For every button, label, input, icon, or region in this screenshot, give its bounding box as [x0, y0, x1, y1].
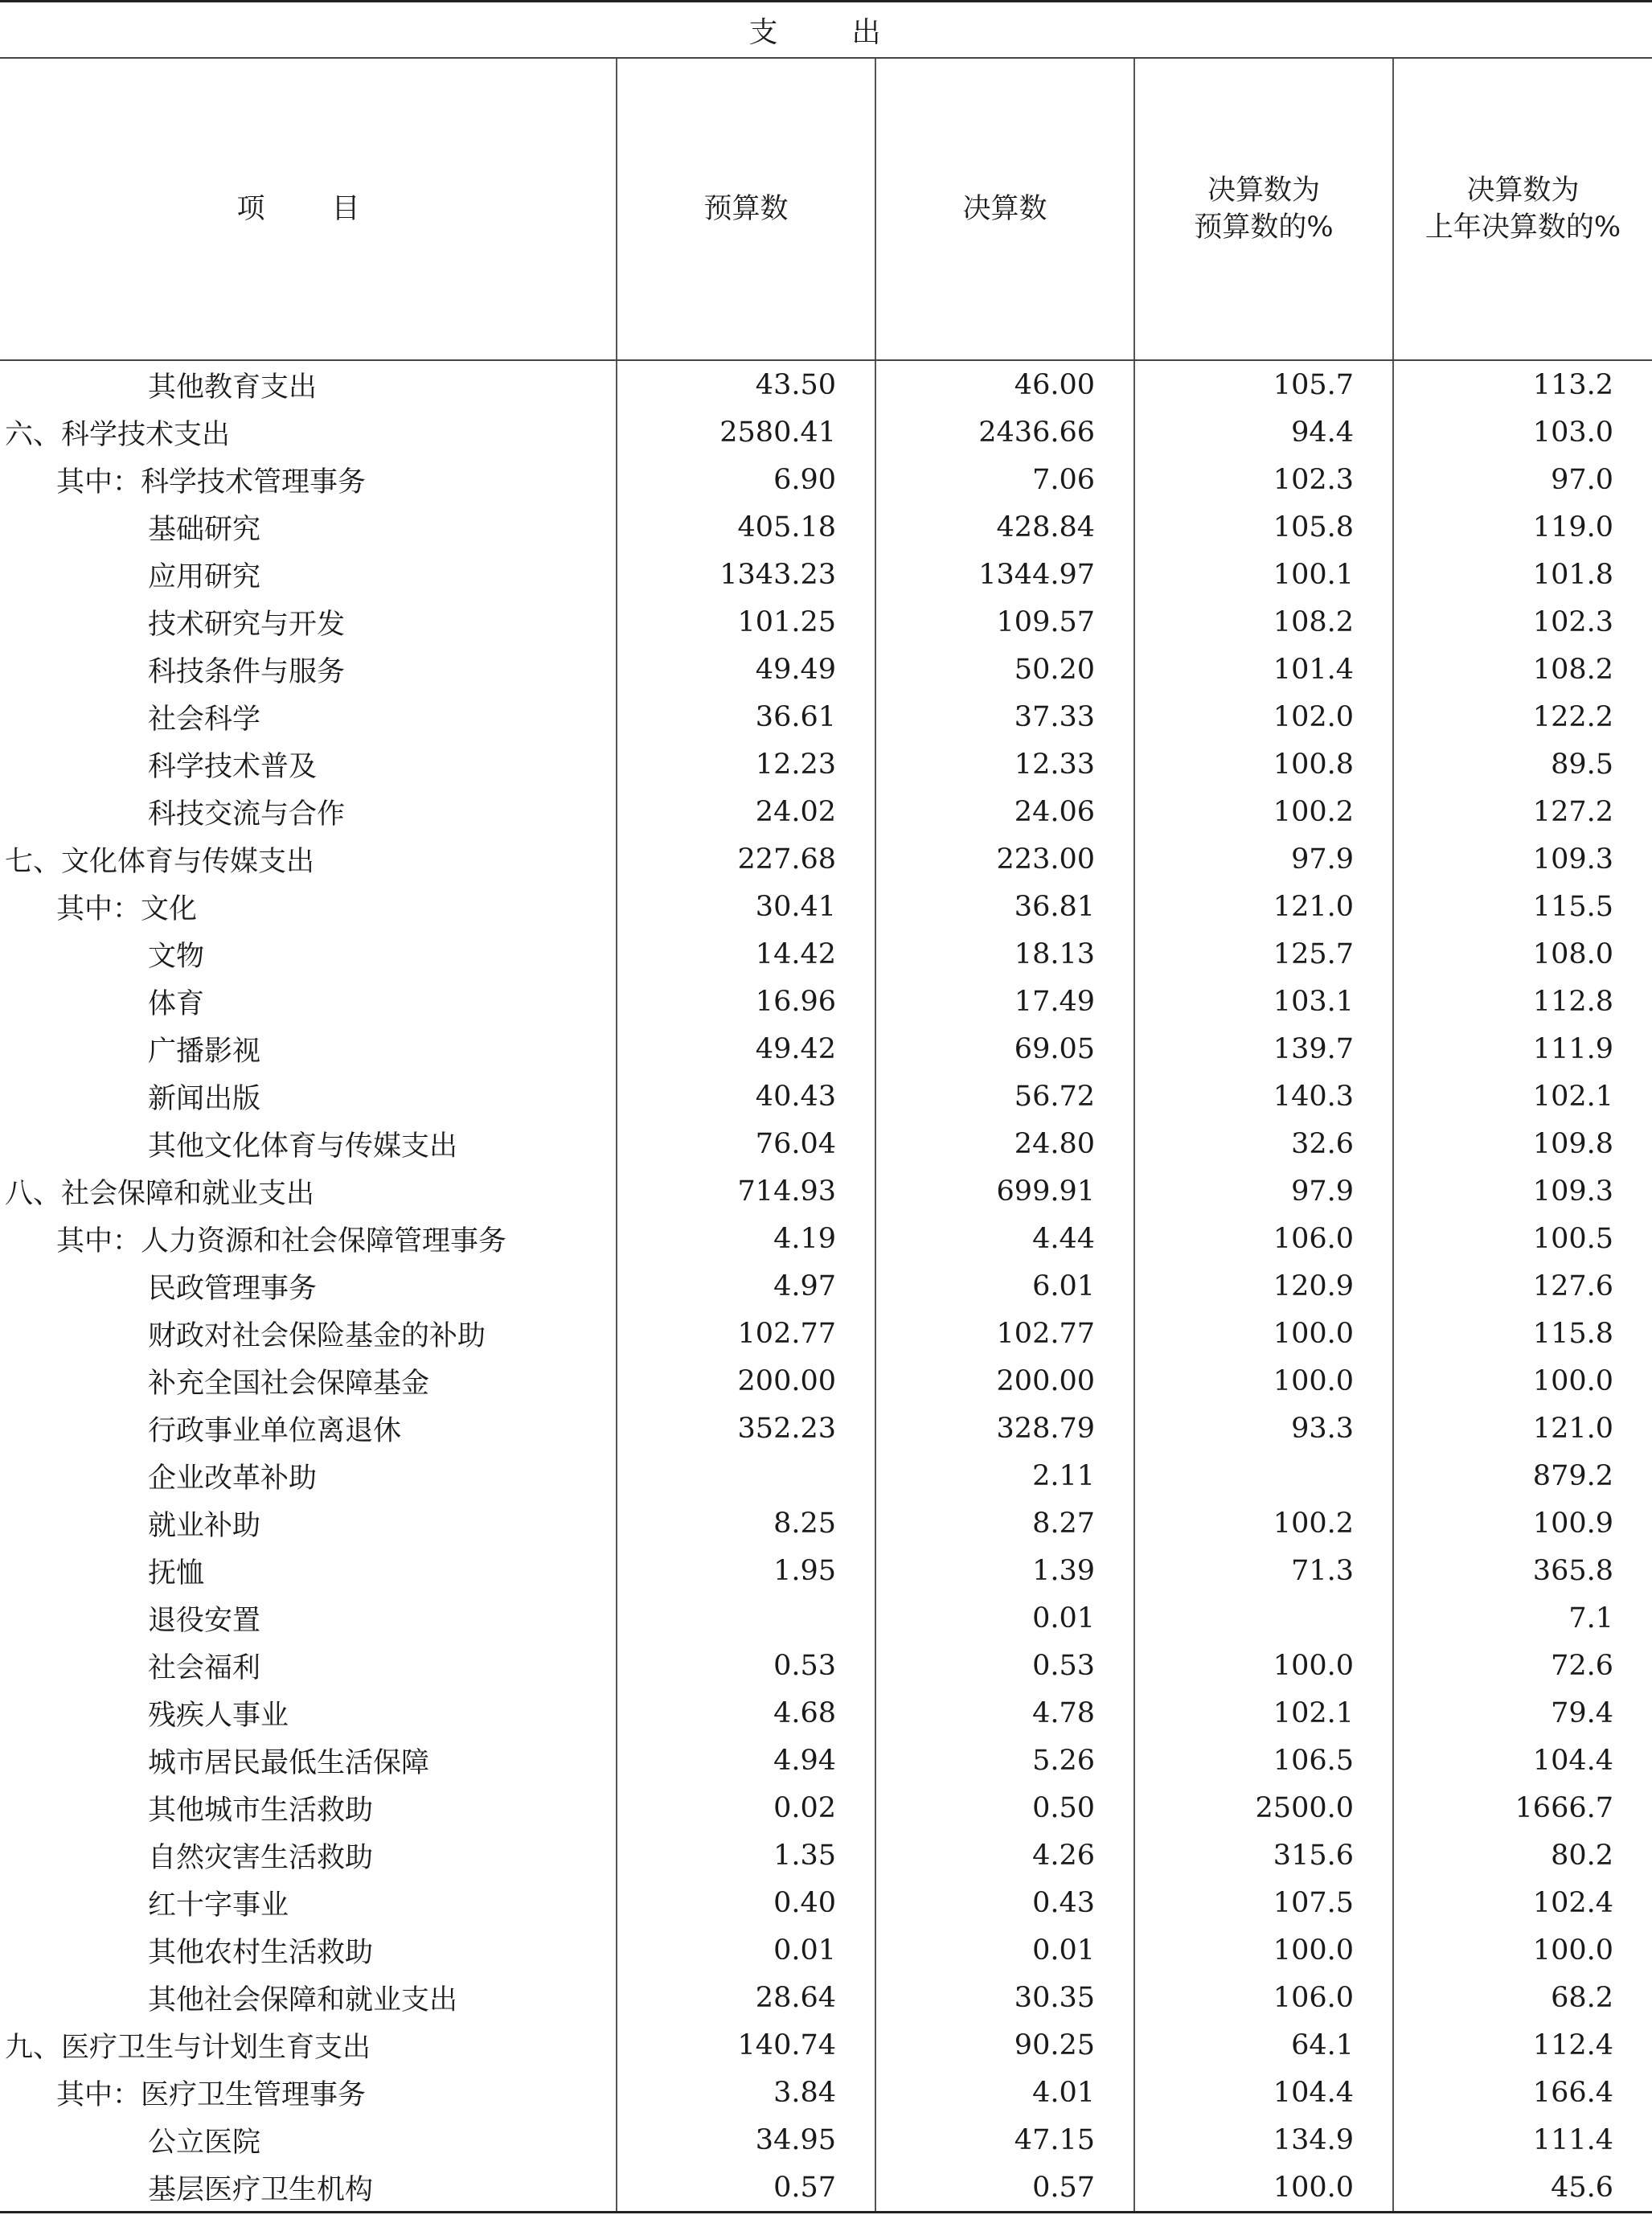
table-row [0, 360, 1652, 408]
row-label: 新闻出版 [148, 1082, 261, 1115]
pct-prev-value: 109.8 [1393, 1120, 1652, 1167]
budget-value: 352.23 [617, 1405, 875, 1452]
pct-budget-value: 100.0 [1134, 1642, 1393, 1689]
table-row [0, 1120, 1652, 1167]
actual-value: 0.01 [875, 1926, 1134, 1974]
actual-value: 24.06 [875, 788, 1134, 835]
pct-prev-value: 122.2 [1393, 693, 1652, 740]
pct-prev-value: 112.8 [1393, 978, 1652, 1025]
row-label: 基层医疗卫生机构 [148, 2173, 374, 2206]
actual-value: 56.72 [875, 1073, 1134, 1120]
pct-budget-value: 134.9 [1134, 2116, 1393, 2164]
table-row [0, 1737, 1652, 1784]
budget-value: 4.94 [617, 1737, 875, 1784]
actual-value: 0.01 [875, 1594, 1134, 1642]
actual-value: 699.91 [875, 1167, 1134, 1215]
budget-value: 0.40 [617, 1879, 875, 1926]
budget-value: 1343.23 [617, 551, 875, 598]
pct-prev-value: 68.2 [1393, 1974, 1652, 2021]
pct-budget-value: 64.1 [1134, 2021, 1393, 2069]
row-label: 补充全国社会保障基金 [148, 1367, 430, 1400]
pct-prev-value: 127.2 [1393, 788, 1652, 835]
table-row [0, 2116, 1652, 2164]
table-row [0, 646, 1652, 693]
section-title: 支 出 [0, 2, 1652, 58]
row-label: 城市居民最低生活保障 [148, 1746, 430, 1779]
row-label: 科学技术普及 [148, 750, 318, 783]
budget-value: 140.74 [617, 2021, 875, 2069]
pct-prev-value: 102.3 [1393, 598, 1652, 646]
row-label: 体育 [148, 987, 205, 1020]
budget-value: 76.04 [617, 1120, 875, 1167]
pct-budget-value: 2500.0 [1134, 1784, 1393, 1831]
pct-prev-value: 89.5 [1393, 740, 1652, 788]
budget-value: 36.61 [617, 693, 875, 740]
table-row [0, 1499, 1652, 1547]
actual-value: 37.33 [875, 693, 1134, 740]
pct-prev-value: 100.0 [1393, 1357, 1652, 1405]
actual-value: 200.00 [875, 1357, 1134, 1405]
budget-value: 0.02 [617, 1784, 875, 1831]
row-label: 九、医疗卫生与计划生育支出 [5, 2031, 371, 2064]
budget-value: 1.95 [617, 1547, 875, 1594]
table-row [0, 1310, 1652, 1357]
table-row [0, 598, 1652, 646]
table-row [0, 456, 1652, 503]
row-label: 其他城市生活救助 [148, 1794, 374, 1827]
budget-value: 102.77 [617, 1310, 875, 1357]
budget-value: 14.42 [617, 930, 875, 978]
budget-value: 405.18 [617, 503, 875, 551]
budget-value: 101.25 [617, 598, 875, 646]
budget-value: 24.02 [617, 788, 875, 835]
table-row [0, 978, 1652, 1025]
header-pct-prev-line1: 决算数为 [1466, 174, 1580, 207]
pct-budget-value [1134, 1452, 1393, 1499]
pct-prev-value: 109.3 [1393, 835, 1652, 883]
budget-value: 40.43 [617, 1073, 875, 1120]
header-pct-budget-line2: 预算数的% [1194, 211, 1334, 244]
pct-budget-value: 93.3 [1134, 1405, 1393, 1452]
table-row [0, 2164, 1652, 2211]
pct-budget-value: 104.4 [1134, 2069, 1393, 2116]
pct-budget-value: 315.6 [1134, 1831, 1393, 1879]
actual-value: 428.84 [875, 503, 1134, 551]
budget-value: 1.35 [617, 1831, 875, 1879]
pct-budget-value: 105.7 [1134, 360, 1393, 408]
actual-value: 1344.97 [875, 551, 1134, 598]
actual-value: 2436.66 [875, 408, 1134, 456]
pct-prev-value: 102.1 [1393, 1073, 1652, 1120]
header-pct-prev-line2: 上年决算数的% [1424, 211, 1621, 244]
row-label: 其他社会保障和就业支出 [148, 1983, 458, 2016]
actual-value: 0.50 [875, 1784, 1134, 1831]
budget-value: 4.97 [617, 1262, 875, 1310]
table-row [0, 1357, 1652, 1405]
row-label: 社会科学 [148, 703, 261, 736]
actual-value: 4.26 [875, 1831, 1134, 1879]
row-label: 其他教育支出 [148, 371, 318, 404]
row-label: 应用研究 [148, 560, 261, 593]
table-row [0, 1073, 1652, 1120]
pct-budget-value: 106.5 [1134, 1737, 1393, 1784]
budget-value: 49.49 [617, 646, 875, 693]
table-row [0, 503, 1652, 551]
actual-value: 328.79 [875, 1405, 1134, 1452]
actual-value: 17.49 [875, 978, 1134, 1025]
table-row [0, 930, 1652, 978]
row-label: 科技交流与合作 [148, 798, 346, 831]
budget-value: 12.23 [617, 740, 875, 788]
table-row [0, 1025, 1652, 1073]
pct-budget-value: 100.1 [1134, 551, 1393, 598]
table-row [0, 408, 1652, 456]
budget-value: 0.57 [617, 2164, 875, 2211]
budget-value: 8.25 [617, 1499, 875, 1547]
actual-value: 0.57 [875, 2164, 1134, 2211]
budget-value: 49.42 [617, 1025, 875, 1073]
pct-prev-value: 879.2 [1393, 1452, 1652, 1499]
row-label: 就业补助 [148, 1509, 261, 1542]
actual-value: 2.11 [875, 1452, 1134, 1499]
pct-prev-value: 101.8 [1393, 551, 1652, 598]
pct-budget-value: 94.4 [1134, 408, 1393, 456]
pct-prev-value: 79.4 [1393, 1689, 1652, 1737]
budget-value: 34.95 [617, 2116, 875, 2164]
pct-prev-value: 108.0 [1393, 930, 1652, 978]
pct-budget-value: 106.0 [1134, 1215, 1393, 1262]
row-label: 公立医院 [148, 2126, 261, 2159]
pct-prev-value: 365.8 [1393, 1547, 1652, 1594]
pct-prev-value: 80.2 [1393, 1831, 1652, 1879]
row-label: 七、文化体育与传媒支出 [5, 845, 315, 878]
actual-value: 7.06 [875, 456, 1134, 503]
actual-value: 18.13 [875, 930, 1134, 978]
header-pct-budget-line1: 决算数为 [1207, 174, 1320, 207]
table-row [0, 1879, 1652, 1926]
row-label: 红十字事业 [148, 1889, 289, 1922]
row-label: 行政事业单位离退休 [148, 1414, 402, 1447]
header-pct-prev [1393, 58, 1652, 360]
pct-budget-value: 100.0 [1134, 1926, 1393, 1974]
table-row [0, 2069, 1652, 2116]
row-label: 退役安置 [148, 1604, 261, 1637]
row-label: 其他文化体育与传媒支出 [148, 1130, 458, 1163]
pct-prev-value: 7.1 [1393, 1594, 1652, 1642]
pct-budget-value: 125.7 [1134, 930, 1393, 978]
budget-value: 0.53 [617, 1642, 875, 1689]
pct-prev-value: 100.0 [1393, 1926, 1652, 1974]
pct-budget-value: 100.0 [1134, 1357, 1393, 1405]
row-label: 其中：人力资源和社会保障管理事务 [56, 1224, 507, 1257]
actual-value: 4.78 [875, 1689, 1134, 1737]
actual-value: 47.15 [875, 2116, 1134, 2164]
actual-value: 6.01 [875, 1262, 1134, 1310]
pct-budget-value: 102.1 [1134, 1689, 1393, 1737]
pct-budget-value: 139.7 [1134, 1025, 1393, 1073]
actual-value: 223.00 [875, 835, 1134, 883]
pct-prev-value: 109.3 [1393, 1167, 1652, 1215]
row-label: 科技条件与服务 [148, 655, 346, 688]
budget-value: 2580.41 [617, 408, 875, 456]
pct-prev-value: 108.2 [1393, 646, 1652, 693]
budget-value: 4.19 [617, 1215, 875, 1262]
pct-budget-value: 100.0 [1134, 2164, 1393, 2211]
table-row [0, 1547, 1652, 1594]
pct-budget-value: 71.3 [1134, 1547, 1393, 1594]
table-row [0, 883, 1652, 930]
table-row [0, 1831, 1652, 1879]
pct-budget-value: 101.4 [1134, 646, 1393, 693]
pct-prev-value: 121.0 [1393, 1405, 1652, 1452]
table-row [0, 1926, 1652, 1974]
actual-value: 8.27 [875, 1499, 1134, 1547]
row-label: 其中：医疗卫生管理事务 [56, 2078, 367, 2111]
table-row [0, 551, 1652, 598]
row-label: 其中：科学技术管理事务 [56, 466, 367, 498]
pct-budget-value: 102.0 [1134, 693, 1393, 740]
table-row [0, 1594, 1652, 1642]
table-row [0, 1642, 1652, 1689]
budget-value: 16.96 [617, 978, 875, 1025]
pct-prev-value: 103.0 [1393, 408, 1652, 456]
header-budget: 预算数 [617, 58, 875, 360]
budget-value: 43.50 [617, 360, 875, 408]
actual-value: 102.77 [875, 1310, 1134, 1357]
row-label: 六、科学技术支出 [5, 418, 231, 451]
budget-value [617, 1594, 875, 1642]
budget-value: 227.68 [617, 835, 875, 883]
table-row [0, 693, 1652, 740]
pct-prev-value: 115.8 [1393, 1310, 1652, 1357]
budget-value: 200.00 [617, 1357, 875, 1405]
table-row [0, 740, 1652, 788]
table-row [0, 788, 1652, 835]
actual-value: 5.26 [875, 1737, 1134, 1784]
row-label: 民政管理事务 [148, 1272, 318, 1305]
pct-prev-value: 111.4 [1393, 2116, 1652, 2164]
pct-budget-value: 100.8 [1134, 740, 1393, 788]
budget-value [617, 1452, 875, 1499]
row-label: 其他农村生活救助 [148, 1936, 374, 1969]
pct-budget-value: 100.2 [1134, 788, 1393, 835]
pct-budget-value: 140.3 [1134, 1073, 1393, 1120]
pct-budget-value: 106.0 [1134, 1974, 1393, 2021]
actual-value: 4.01 [875, 2069, 1134, 2116]
header-pct-budget [1134, 58, 1393, 360]
table-row [0, 2021, 1652, 2069]
pct-budget-value: 97.9 [1134, 835, 1393, 883]
actual-value: 12.33 [875, 740, 1134, 788]
pct-prev-value: 111.9 [1393, 1025, 1652, 1073]
header-actual: 决算数 [875, 58, 1134, 360]
actual-value: 50.20 [875, 646, 1134, 693]
budget-value: 4.68 [617, 1689, 875, 1737]
pct-budget-value: 108.2 [1134, 598, 1393, 646]
actual-value: 46.00 [875, 360, 1134, 408]
pct-prev-value: 104.4 [1393, 1737, 1652, 1784]
budget-value: 30.41 [617, 883, 875, 930]
budget-value: 3.84 [617, 2069, 875, 2116]
row-label: 其中：文化 [56, 892, 198, 925]
pct-prev-value: 72.6 [1393, 1642, 1652, 1689]
row-label: 广播影视 [148, 1035, 261, 1068]
actual-value: 69.05 [875, 1025, 1134, 1073]
actual-value: 36.81 [875, 883, 1134, 930]
pct-budget-value: 107.5 [1134, 1879, 1393, 1926]
pct-prev-value: 166.4 [1393, 2069, 1652, 2116]
pct-prev-value: 100.9 [1393, 1499, 1652, 1547]
pct-budget-value: 102.3 [1134, 456, 1393, 503]
table-row [0, 1689, 1652, 1737]
table-row [0, 1167, 1652, 1215]
pct-budget-value: 100.2 [1134, 1499, 1393, 1547]
budget-value: 6.90 [617, 456, 875, 503]
actual-value: 24.80 [875, 1120, 1134, 1167]
actual-value: 109.57 [875, 598, 1134, 646]
actual-value: 4.44 [875, 1215, 1134, 1262]
table-row [0, 1405, 1652, 1452]
actual-value: 1.39 [875, 1547, 1134, 1594]
bottom-rule [0, 2211, 1652, 2213]
row-label: 自然灾害生活救助 [148, 1841, 374, 1874]
row-label: 财政对社会保险基金的补助 [148, 1319, 486, 1352]
budget-value: 714.93 [617, 1167, 875, 1215]
pct-prev-value: 112.4 [1393, 2021, 1652, 2069]
pct-prev-value: 115.5 [1393, 883, 1652, 930]
pct-budget-value: 103.1 [1134, 978, 1393, 1025]
table-row [0, 1215, 1652, 1262]
row-label: 技术研究与开发 [148, 608, 346, 641]
row-label: 基础研究 [148, 513, 261, 546]
pct-prev-value: 45.6 [1393, 2164, 1652, 2211]
budget-value: 28.64 [617, 1974, 875, 2021]
pct-budget-value: 32.6 [1134, 1120, 1393, 1167]
budget-value: 0.01 [617, 1926, 875, 1974]
table-row [0, 1784, 1652, 1831]
header-item: 项 目 [0, 58, 617, 360]
table-row [0, 1262, 1652, 1310]
table-row [0, 1452, 1652, 1499]
pct-prev-value: 113.2 [1393, 360, 1652, 408]
actual-value: 0.43 [875, 1879, 1134, 1926]
pct-prev-value: 102.4 [1393, 1879, 1652, 1926]
row-label: 八、社会保障和就业支出 [5, 1177, 315, 1210]
pct-prev-value: 1666.7 [1393, 1784, 1652, 1831]
row-label: 抚恤 [148, 1557, 205, 1589]
actual-value: 90.25 [875, 2021, 1134, 2069]
pct-budget-value: 97.9 [1134, 1167, 1393, 1215]
pct-budget-value [1134, 1594, 1393, 1642]
pct-budget-value: 120.9 [1134, 1262, 1393, 1310]
pct-budget-value: 105.8 [1134, 503, 1393, 551]
actual-value: 30.35 [875, 1974, 1134, 2021]
row-label: 企业改革补助 [148, 1462, 318, 1495]
table-body [0, 360, 1652, 2211]
pct-budget-value: 100.0 [1134, 1310, 1393, 1357]
row-label: 社会福利 [148, 1651, 261, 1684]
pct-budget-value: 121.0 [1134, 883, 1393, 930]
pct-prev-value: 100.5 [1393, 1215, 1652, 1262]
row-label: 残疾人事业 [148, 1699, 289, 1732]
pct-prev-value: 119.0 [1393, 503, 1652, 551]
row-label: 文物 [148, 940, 205, 973]
table-row [0, 835, 1652, 883]
pct-prev-value: 97.0 [1393, 456, 1652, 503]
pct-prev-value: 127.6 [1393, 1262, 1652, 1310]
actual-value: 0.53 [875, 1642, 1134, 1689]
header-row [0, 58, 1652, 360]
table-row [0, 1974, 1652, 2021]
